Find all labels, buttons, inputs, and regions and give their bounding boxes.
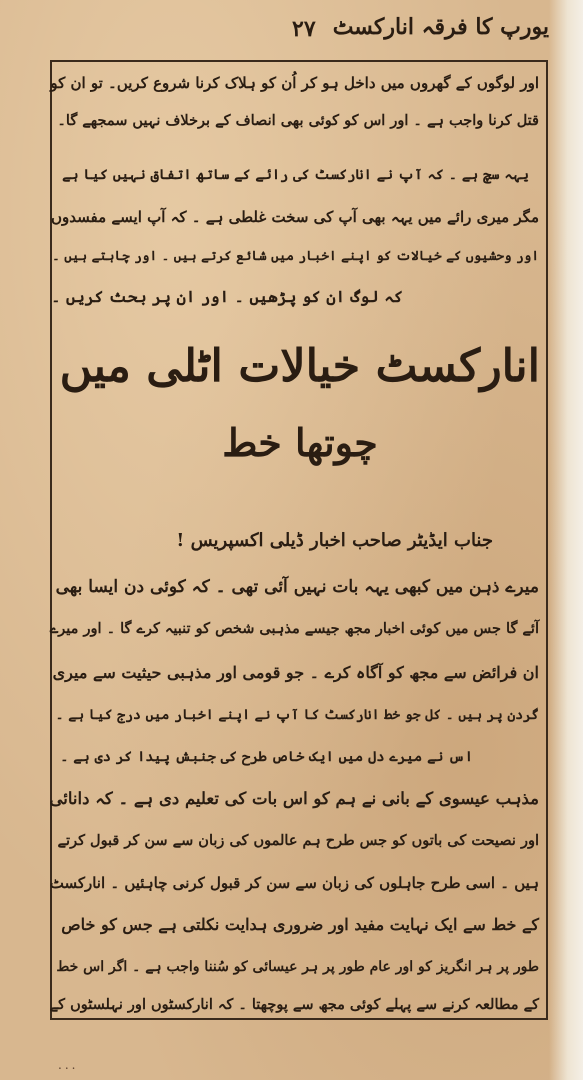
body-line: گردن پر ہیں ۔ کل جو خط انارکسٹ کا آپ نے اپنے اخبار میں درج کیا ہے ۔ — [55, 707, 539, 723]
body-line: مذہب عیسوی کے بانی نے ہم کو اس بات کی تعلیم دی ہے ۔ کہ دانائی — [49, 789, 539, 808]
body-line: آئے گا جس میں کوئی اخبار مجھ جیسے مذہبی شخص کو تنبیہ کرے گا ۔ اور میرے — [49, 620, 539, 637]
body-line: کے مطالعہ کرنے سے پہلے کوئی مجھ سے پوچھتا ۔ کہ انارکسٹوں اور نہلسٹوں کے — [49, 996, 539, 1013]
intro-line: قتل کرنا واجب ہے ۔ اور اس کو کوئی بھی انصاف کے برخلاف نہیں سمجھے گا۔ — [57, 112, 539, 129]
page-header — [0, 0, 583, 58]
body-line: میرے ذہن میں کبھی یہہ بات نہیں آئی تھی ۔ کہ کوئی دن ایسا بھی — [55, 577, 539, 597]
subheadline: چوتھا خط — [222, 420, 378, 465]
page-number: ۲۷ — [292, 16, 316, 42]
salutation: جناب ایڈیٹر صاحب اخبار ڈیلی اکسپریس ! — [176, 530, 493, 551]
intro-line: اور لوگوں کے گھروں میں داخل ہو کر اُن کو ہلاک کرنا شروع کریں۔ تو ان کو — [50, 74, 539, 92]
intro-line: کہ لوگ ان کو پڑھیں ۔ اور ان پر بحث کریں ۔ — [51, 287, 403, 306]
footer-marks: ... — [58, 1058, 79, 1072]
body-line: کے خط سے ایک نہایت مفید اور ضروری ہدایت نکلتی ہے جس کو خاص — [61, 915, 539, 934]
intro-line: یہہ سچ ہے ۔ کہ آپ نے انارکسٹ کی رائے کے ساتھ اتفاق نہیں کیا ہے — [62, 167, 529, 183]
body-line: اس نے میرے دل میں ایک خاص طرح کی جنبش پیدا کر دی ہے ۔ — [60, 749, 473, 765]
page-edge — [549, 0, 583, 1080]
intro-line: مگر میری رائے میں یہہ بھی آپ کی سخت غلطی ہے ۔ کہ آپ ایسے مفسدوں — [51, 208, 539, 226]
running-title: یورپ کا فرقہ انارکسٹ — [332, 14, 549, 40]
headline: انارکسٹ خیالات اٹلی میں — [59, 340, 540, 392]
body-line: اور نصیحت کی باتوں کو جس طرح ہم عالموں کی زبان سے سن کر قبول کرتے — [57, 832, 539, 849]
intro-line: اور وحشیوں کے خیالات کو اپنے اخبار میں شائع کرتے ہیں ۔ اور چاہتے ہیں ۔ — [52, 249, 539, 264]
body-line: ہیں ۔ اسی طرح جاہلوں کی زبان سے سن کر قبول کرنی چاہئیں ۔ انارکسٹ — [49, 874, 539, 892]
body-line: طور پر ہر انگریز کو اور عام طور پر ہر عیسائی کو سُننا واجب ہے ۔ اگر اس خط — [56, 959, 539, 975]
body-line: ان فرائض سے مجھ کو آگاہ کرے ۔ جو قومی اور مذہبی حیثیت سے میری — [52, 663, 539, 682]
